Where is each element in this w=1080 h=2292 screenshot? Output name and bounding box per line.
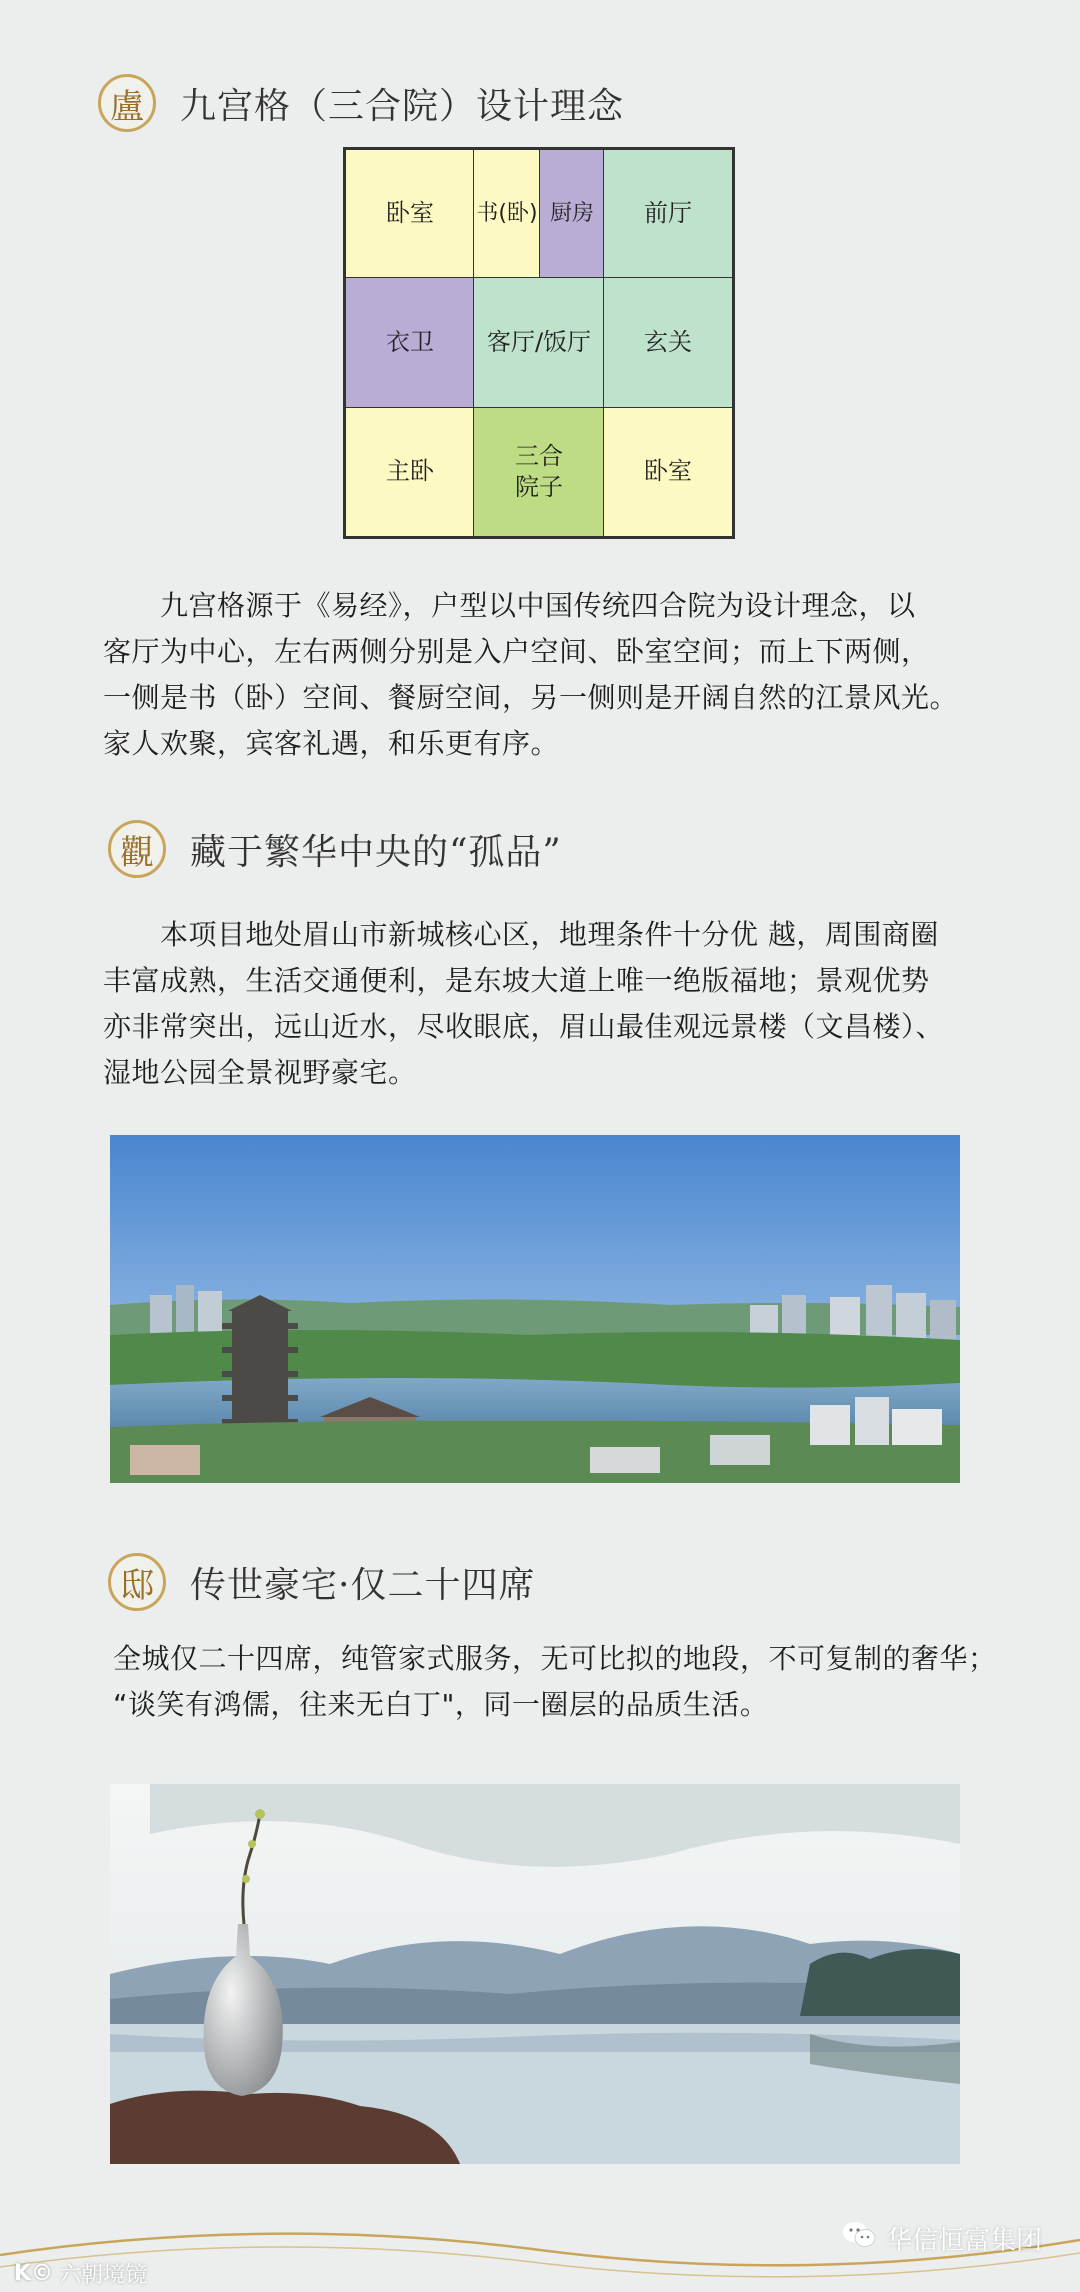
grid-cell-entrance xyxy=(603,277,733,409)
grid-cell-living-dining xyxy=(473,277,605,409)
paragraph-line: 全城仅二十四席，纯管家式服务，无可比拟的地段，不可复制的奢华； xyxy=(113,1642,997,1675)
seal-guan-icon: 觀 xyxy=(108,820,166,878)
paragraph-line: 亦非常突出，远山近水，尽收眼底，眉山最佳观远景楼（文昌楼）、 xyxy=(103,1010,945,1043)
watermark-text: 六朝境镜 xyxy=(59,2263,148,2288)
grid-cell-label: 书(卧) xyxy=(476,200,538,226)
grid-cell-label: 玄关 xyxy=(644,328,692,357)
grid-cell-label: 衣卫 xyxy=(386,328,434,357)
section3-title: 传世豪宅·仅二十四席 xyxy=(190,1564,536,1606)
wechat-icon xyxy=(842,2221,876,2256)
paragraph-line: 九宫格源于《易经》，户型以中国传统四合院为设计理念，以 xyxy=(103,589,916,622)
grid-cell-courtyard xyxy=(473,407,605,537)
section2-header xyxy=(108,820,562,878)
seal-lu-icon: 盧 xyxy=(98,74,156,132)
grid-cell-label: 卧室 xyxy=(644,457,692,486)
paragraph-line: 丰富成熟，生活交通便利，是东坡大道上唯一绝版福地；景观优势 xyxy=(103,964,930,997)
paragraph-line: 客厅为中心，左右两侧分别是入户空间、卧室空间；而上下两侧， xyxy=(103,635,930,668)
grid-cell-kitchen xyxy=(539,149,605,279)
city-lake-photo xyxy=(110,1135,960,1483)
nine-palace-grid xyxy=(343,147,735,539)
grid-cell-label: 客厅/饭厅 xyxy=(486,328,592,357)
grid-cell-bedroom-top xyxy=(345,149,475,279)
grid-cell-front-hall xyxy=(603,149,733,279)
ink-landscape-illustration xyxy=(110,1784,960,2164)
section3-paragraph xyxy=(113,1636,997,1728)
section2-title: 藏于繁华中央的“孤品” xyxy=(190,831,562,873)
paragraph-line: 湿地公园全景视野豪宅。 xyxy=(103,1056,417,1089)
watermark-logo-icon: K© xyxy=(14,2261,54,2286)
section1-header xyxy=(98,74,624,132)
watermark xyxy=(14,2258,147,2289)
grid-cell-master-bedroom xyxy=(345,407,475,537)
section2-paragraph xyxy=(103,912,944,1096)
paragraph-line: 家人欢聚，宾客礼遇，和乐更有序。 xyxy=(103,727,560,760)
section1-title: 九宫格（三合院）设计理念 xyxy=(180,85,625,127)
grid-cell-label: 主卧 xyxy=(386,457,434,486)
paragraph-line: 本项目地处眉山市新城核心区，地理条件十分优 越，周围商圈 xyxy=(103,918,939,951)
brand-name: 华信恒富集团 xyxy=(885,2226,1042,2256)
footer-brand xyxy=(842,2220,1042,2257)
section3-header xyxy=(108,1553,535,1611)
grid-cell-bedroom-bottom xyxy=(603,407,733,537)
seal-di-icon: 邸 xyxy=(108,1553,166,1611)
grid-cell-closet-bath xyxy=(345,277,475,409)
ink-landscape-image xyxy=(110,1784,960,2164)
section1-paragraph xyxy=(103,583,958,767)
paragraph-line: 一侧是书（卧）空间、餐厨空间，另一侧则是开阔自然的江景风光。 xyxy=(103,681,959,714)
paragraph-line: “谈笑有鸿儒，往来无白丁"，同一圈层的品质生活。 xyxy=(113,1688,769,1721)
grid-cell-study xyxy=(473,149,541,279)
grid-cell-label: 前厅 xyxy=(644,199,692,228)
grid-cell-label-line1: 三合 xyxy=(515,441,563,470)
city-lake-illustration xyxy=(110,1135,960,1483)
grid-cell-label: 卧室 xyxy=(386,199,434,228)
grid-cell-label: 厨房 xyxy=(549,200,594,226)
grid-cell-label-line2: 院子 xyxy=(515,473,563,501)
